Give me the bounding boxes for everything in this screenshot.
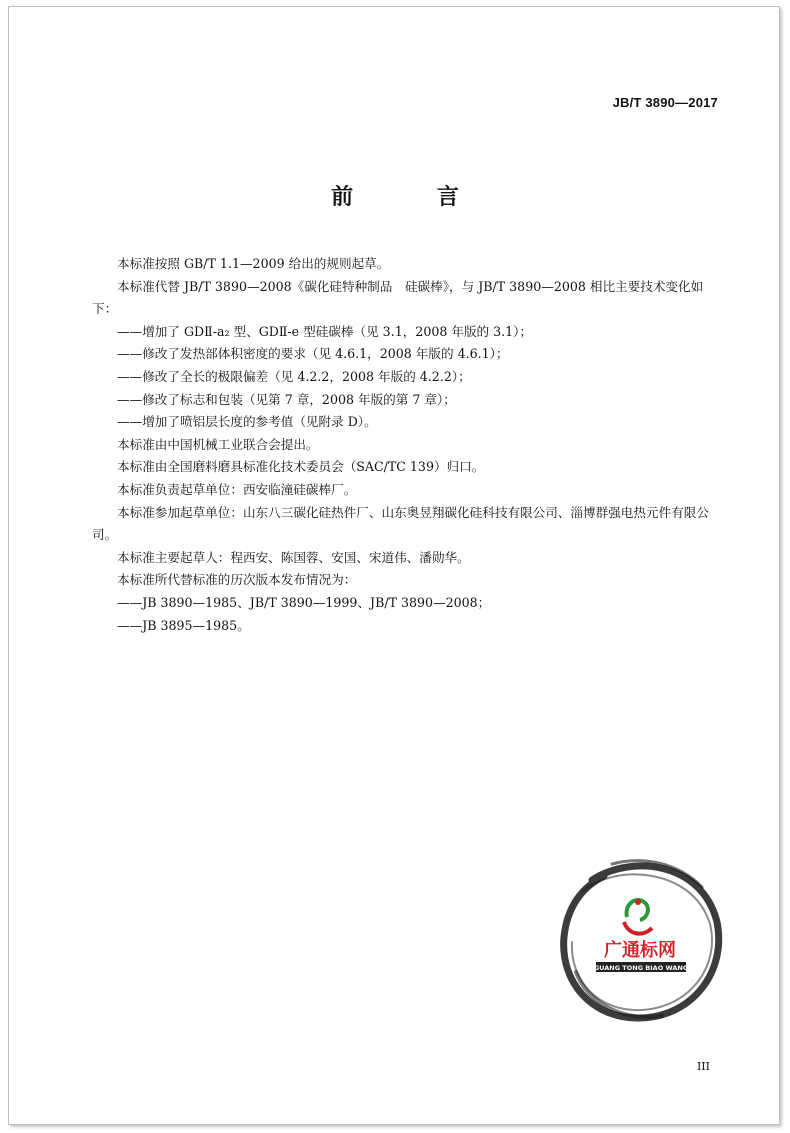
list-item: ——JB 3895—1985。 [117,617,250,633]
paragraph: 本标准负责起草单位：西安临潼硅碳棒厂。 [117,481,357,497]
page-title: 前 言 [331,184,497,210]
list-item: ——修改了发热部体积密度的要求（见 4.6.1，2008 年版的 4.6.1）； [117,346,509,362]
list-item: ——JB 3890—1985、JB/T 3890—1999、JB/T 3890—2008； [117,594,491,610]
list-item: ——修改了全长的极限偏差（见 4.2.2，2008 年版的 4.2.2）； [117,368,471,384]
list-item: ——增加了喷铝层长度的参考值（见附录 D）。 [117,414,377,430]
emblem-icon [624,899,652,934]
document-body [92,253,722,637]
watermark-title: 广通标网 [604,940,676,961]
paragraph: 本标准代替 JB/T 3890—2008《碳化硅特种制品 硅碳棒》，与 JB/T 3890—2008 相比主要技术变化如下： [92,278,704,317]
standard-code: JB/T 3890—2017 [612,95,718,110]
paragraph: 本标准按照 GB/T 1.1—2009 给出的规则起草。 [117,256,390,271]
paragraph: 本标准由全国磨料磨具标准化技术委员会（SAC/TC 139）归口。 [117,459,485,475]
paragraph: 本标准由中国机械工业联合会提出。 [117,436,319,452]
paragraph: 本标准主要起草人：程西安、陈国蓉、安国、宋道伟、潘勋华。 [117,549,470,565]
list-item: ——增加了 GDⅡ-a₂ 型、GDⅡ-e 型硅碳棒（见 3.1，2008 年版的 3.1）； [117,323,533,339]
list-item: ——修改了标志和包装（见第 7 章，2008 年版的第 7 章）； [117,391,456,407]
paragraph: 本标准参加起草单位：山东八三碳化硅热件厂、山东奥昱翔碳化硅科技有限公司、淄博群强电热元件有限公司。 [92,504,709,543]
page-number: III [696,1060,710,1073]
watermark-logo [552,852,727,1027]
watermark-subtitle: GUANG TONG BIAO WANG [593,964,689,972]
paragraph: 本标准所代替标准的历次版本发布情况为： [117,572,357,588]
